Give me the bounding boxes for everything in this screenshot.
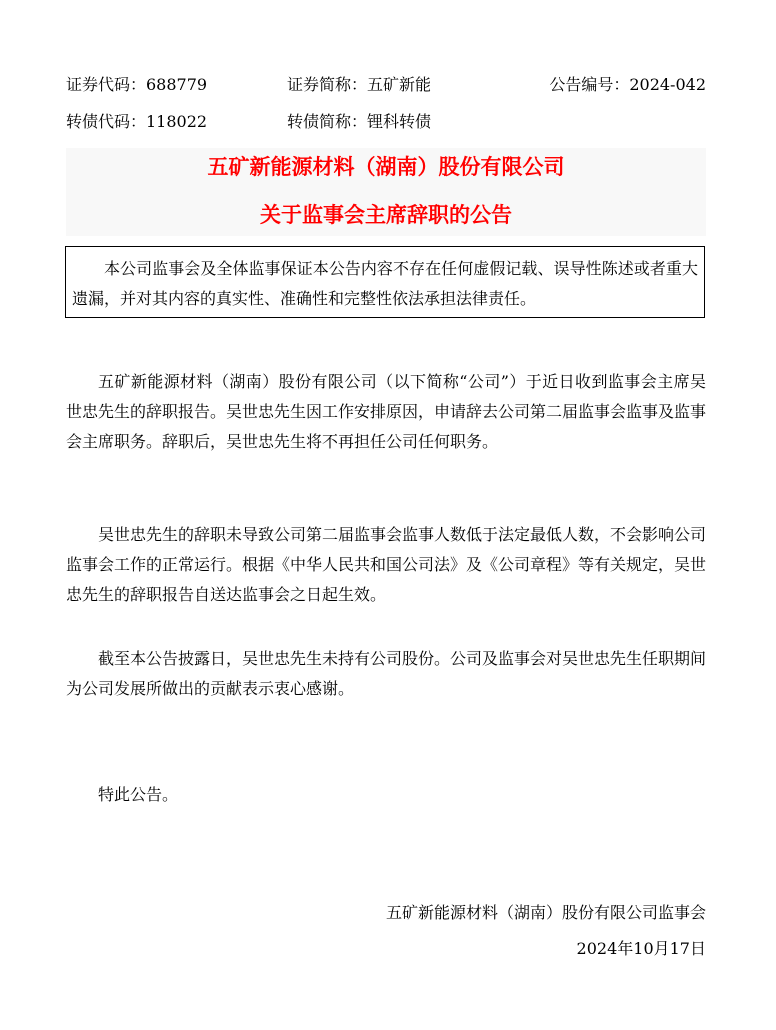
security-code: 证券代码：688779 bbox=[66, 75, 208, 94]
signature-date: 2024年10月17日 bbox=[576, 939, 706, 958]
body-paragraph-1: 五矿新能源材料（湖南）股份有限公司（以下简称“公司”）于近日收到监事会主席吴世忠先生的辞职报告。吴世忠先生因工作安排原因，申请辞去公司第二届监事会监事及监事会主席职务。辞职后，吴世忠先生将不再担任公司任何职务。 bbox=[66, 372, 707, 451]
signature-organization: 五矿新能源材料（湖南）股份有限公司监事会 bbox=[385, 903, 706, 922]
responsibility-statement: 本公司监事会及全体监事保证本公告内容不存在任何虚假记载、误导性陈述或者重大遗漏，并对其内容的真实性、准确性和完整性依法承担法律责任。 bbox=[72, 259, 698, 308]
security-short-name: 证券简称：五矿新能 bbox=[287, 75, 432, 94]
bond-code: 转债代码：118022 bbox=[66, 112, 208, 131]
closing-remark: 特此公告。 bbox=[98, 785, 179, 804]
header-row-securities bbox=[66, 73, 706, 97]
title-company: 五矿新能源材料（湖南）股份有限公司 bbox=[207, 154, 565, 179]
responsibility-statement-box bbox=[65, 246, 705, 318]
bond-short-name: 转债简称：锂科转债 bbox=[287, 112, 432, 131]
body-paragraph-2: 吴世忠先生的辞职未导致公司第二届监事会监事人数低于法定最低人数，不会影响公司监事会工作的正常运行。根据《中华人民共和国公司法》及《公司章程》等有关规定，吴世忠先生的辞职报告自送达监事会之日起生效。 bbox=[66, 525, 707, 604]
title-subject: 关于监事会主席辞职的公告 bbox=[260, 202, 512, 227]
header-row-bonds bbox=[66, 110, 706, 134]
announcement-number: 公告编号：2024-042 bbox=[549, 75, 706, 94]
body-paragraph-3: 截至本公告披露日，吴世忠先生未持有公司股份。公司及监事会对吴世忠先生任职期间为公司发展所做出的贡献表示衷心感谢。 bbox=[66, 649, 707, 698]
